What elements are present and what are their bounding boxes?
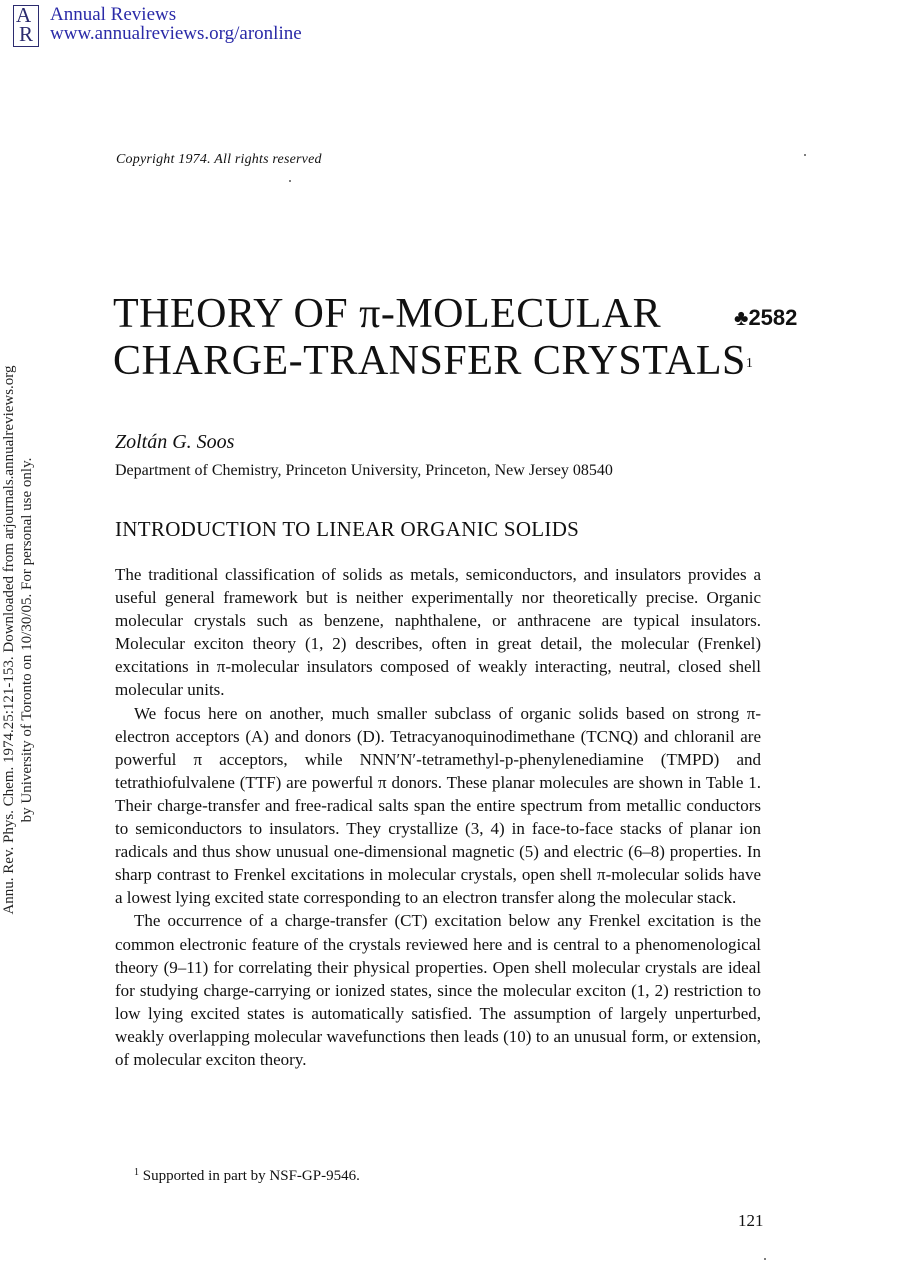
title-line-2: CHARGE-TRANSFER CRYSTALS <box>113 338 746 384</box>
paragraph: The occurrence of a charge-transfer (CT) excitation below any Frenkel excitation is the common electronic feature of the crystals reviewed here and is central to a phenomenological theory (9–11) for correlating their physical properties. Open shell molecular crystals are ideal for studying charge-carrying or ionized states, since the molecular exciton (1, 2) restriction to low lying excited states is automatically satisfied. The assumption of largely unperturbed, weakly overlapping molecular wavefunctions then leads (10) to an unusual form, or extension, of molecular exciton theory. <box>115 911 761 1069</box>
publisher-name[interactable]: Annual Reviews <box>50 4 177 25</box>
author-name: Zoltán G. Soos <box>115 431 235 453</box>
paragraph: The traditional classification of solids as metals, semiconductors, and insulators provides a useful general framework but is neither experimentally nor theoretically precise. Organic molecular crystals such as benzene, naphthalene, or anthracene are typical insulators. Molecular exciton theory (1, 2) describes, often in great detail, the molecular (Frenkel) excitations in π-molecular insulators composed of weakly interacting, neutral, closed shell molecular units. <box>115 565 761 700</box>
footnote-text: Supported in part by NSF-GP-9546. <box>142 1168 360 1184</box>
title-footnote-mark: 1 <box>745 356 754 371</box>
paragraph: We focus here on another, much smaller subclass of organic solids based on strong π-electron acceptors (A) and donors (D). Tetracyanoquinodimethane (TCNQ) and chloranil are powerful π acceptors, while NNN′N′-tetramethyl-p-phenylenediamine (TMPD) and tetrathiofulvalene (TTF) are powerful π donors. These planar molecules are shown in Table 1. Their charge-transfer and free-radical salts span the entire spectrum from metallic conductors to semiconductors to insulators. They crystallize (3, 4) in face-to-face stacks of planar ion radicals and thus show unusual one-dimensional magnetic (5) and electric (6–8) properties. In sharp contrast to Frenkel excitations in molecular crystals, open shell π-molecular solids have a lowest lying excited state corresponding to an electron transfer along the molecular stack. <box>115 703 761 908</box>
logo-letter-a: A <box>16 3 32 27</box>
page-number: 121 <box>738 1211 764 1230</box>
scan-speck <box>764 1258 766 1260</box>
scan-speck <box>804 154 806 156</box>
body-text <box>115 563 761 1071</box>
section-heading: INTRODUCTION TO LINEAR ORGANIC SOLIDS <box>115 517 580 541</box>
download-stamp-line1: Annu. Rev. Phys. Chem. 1974.25:121-153. Downloaded from arjournals.annualreviews.org <box>1 365 17 915</box>
article-title <box>113 291 753 385</box>
annual-reviews-logo <box>13 5 41 49</box>
title-line-1: THEORY OF π-MOLECULAR <box>113 291 662 337</box>
author-affiliation: Department of Chemistry, Princeton University, Princeton, New Jersey 08540 <box>115 462 613 479</box>
publisher-brand <box>50 5 302 43</box>
scan-speck <box>289 180 291 182</box>
publisher-url-link[interactable]: www.annualreviews.org/aronline <box>50 23 302 44</box>
logo-letter-r: R <box>19 22 34 46</box>
download-stamp <box>0 330 46 950</box>
footnote-mark: 1 <box>134 1167 139 1178</box>
article-number: ♣2582 <box>734 305 798 330</box>
download-stamp-line2: by University of Toronto on 10/30/05. For personal use only. <box>19 457 35 823</box>
copyright-notice: Copyright 1974. All rights reserved <box>116 152 322 167</box>
footnote <box>134 1168 360 1185</box>
